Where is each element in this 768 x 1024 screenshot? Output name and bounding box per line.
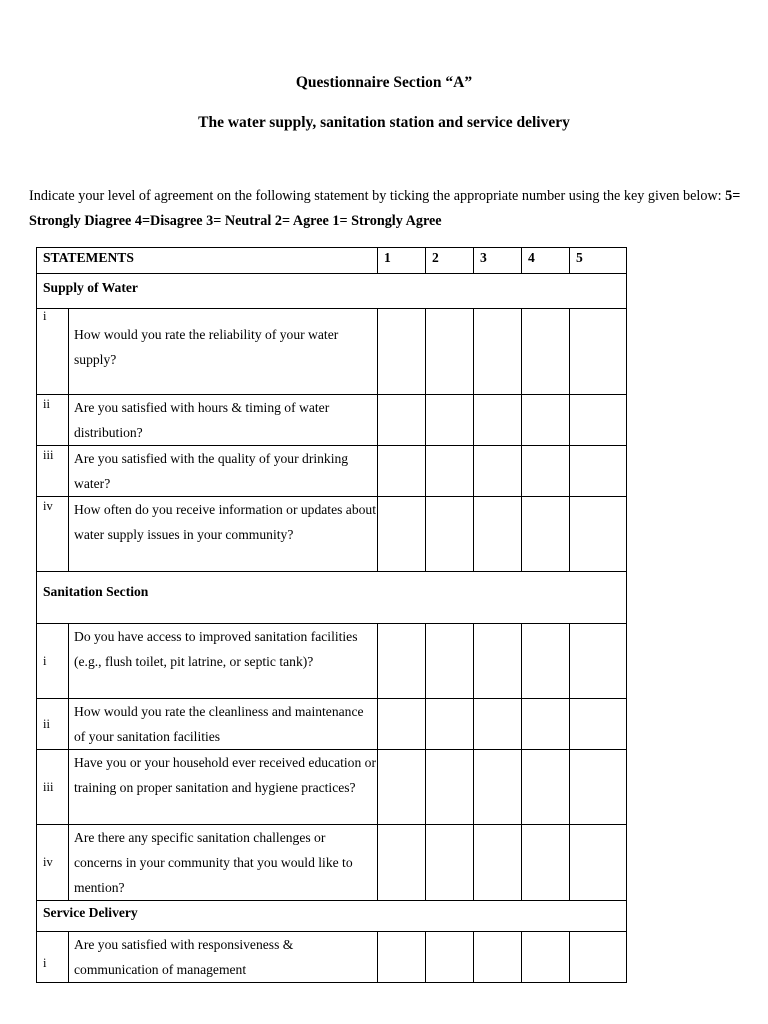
section-header-row	[37, 901, 627, 932]
rating-cell-3[interactable]	[474, 699, 522, 750]
rating-cell-4[interactable]	[522, 624, 570, 699]
rating-cell-3[interactable]	[474, 497, 522, 572]
scale-header-5: 5	[570, 248, 627, 274]
rating-cell-3[interactable]	[474, 750, 522, 825]
rating-cell-5[interactable]	[570, 699, 627, 750]
rating-cell-4[interactable]	[522, 699, 570, 750]
instructions-text: Indicate your level of agreement on the following statement by ticking the appropriate number using the key given below:	[29, 188, 726, 204]
rating-cell-1[interactable]	[378, 446, 426, 497]
rating-cell-2[interactable]	[426, 497, 474, 572]
rating-cell-2[interactable]	[426, 932, 474, 983]
table-row	[37, 932, 627, 983]
row-number: ii	[37, 395, 69, 446]
statement-text: How would you rate the reliability of your water supply?	[69, 309, 378, 395]
table-row	[37, 395, 627, 446]
rating-cell-3[interactable]	[474, 395, 522, 446]
table-row	[37, 309, 627, 395]
page-title: Questionnaire Section “A”	[295, 74, 473, 91]
rating-cell-1[interactable]	[378, 825, 426, 901]
statement-text: How often do you receive information or updates about water supply issues in your community?	[69, 497, 378, 572]
table-row	[37, 699, 627, 750]
table-row	[37, 446, 627, 497]
section-title: Supply of Water	[37, 274, 627, 309]
section-title: Service Delivery	[37, 901, 627, 932]
rating-cell-5[interactable]	[570, 446, 627, 497]
table-row	[37, 497, 627, 572]
rating-cell-1[interactable]	[378, 309, 426, 395]
row-number: ii	[37, 699, 69, 750]
table-header-row	[37, 248, 627, 274]
rating-cell-2[interactable]	[426, 825, 474, 901]
row-number: i	[37, 932, 69, 983]
rating-cell-5[interactable]	[570, 309, 627, 395]
rating-cell-1[interactable]	[378, 750, 426, 825]
row-number: i	[37, 624, 69, 699]
scale-header-2: 2	[426, 248, 474, 274]
rating-cell-2[interactable]	[426, 309, 474, 395]
statement-text: Are you satisfied with responsiveness & communication of management	[69, 932, 378, 983]
rating-cell-2[interactable]	[426, 395, 474, 446]
scale-header-1: 1	[378, 248, 426, 274]
rating-cell-4[interactable]	[522, 750, 570, 825]
rating-cell-2[interactable]	[426, 624, 474, 699]
section-header-row	[37, 572, 627, 624]
rating-cell-1[interactable]	[378, 497, 426, 572]
section-header-row	[37, 274, 627, 309]
row-number: i	[37, 309, 69, 395]
statement-text: Have you or your household ever received education or training on proper sanitation and hygiene practices?	[69, 750, 378, 825]
rating-cell-5[interactable]	[570, 825, 627, 901]
table-row	[37, 750, 627, 825]
rating-key: 5= Strongly Diagree 4=Disagree 3= Neutral 2= Agree 1= Strongly Agree	[29, 188, 741, 229]
rating-cell-5[interactable]	[570, 497, 627, 572]
row-number: iii	[37, 750, 69, 825]
rating-cell-2[interactable]	[426, 750, 474, 825]
statement-text: How would you rate the cleanliness and maintenance of your sanitation facilities	[69, 699, 378, 750]
rating-cell-4[interactable]	[522, 497, 570, 572]
rating-cell-2[interactable]	[426, 699, 474, 750]
rating-cell-4[interactable]	[522, 395, 570, 446]
rating-cell-3[interactable]	[474, 932, 522, 983]
rating-cell-3[interactable]	[474, 446, 522, 497]
scale-header-4: 4	[522, 248, 570, 274]
rating-cell-1[interactable]	[378, 624, 426, 699]
row-number: iv	[37, 825, 69, 901]
rating-cell-5[interactable]	[570, 395, 627, 446]
rating-cell-5[interactable]	[570, 750, 627, 825]
table-row	[37, 624, 627, 699]
row-number: iv	[37, 497, 69, 572]
page-subtitle: The water supply, sanitation station and service delivery	[198, 114, 570, 131]
rating-cell-3[interactable]	[474, 309, 522, 395]
rating-cell-3[interactable]	[474, 825, 522, 901]
rating-cell-4[interactable]	[522, 446, 570, 497]
scale-header-3: 3	[474, 248, 522, 274]
rating-cell-1[interactable]	[378, 932, 426, 983]
statement-text: Do you have access to improved sanitation facilities (e.g., flush toilet, pit latrine, or septic tank)?	[69, 624, 378, 699]
questionnaire-table	[36, 247, 627, 983]
instructions	[29, 184, 754, 234]
rating-cell-1[interactable]	[378, 699, 426, 750]
statement-text: Are you satisfied with the quality of your drinking water?	[69, 446, 378, 497]
rating-cell-4[interactable]	[522, 309, 570, 395]
table-row	[37, 825, 627, 901]
rating-cell-5[interactable]	[570, 624, 627, 699]
row-number: iii	[37, 446, 69, 497]
statement-text: Are there any specific sanitation challenges or concerns in your community that you would like to mention?	[69, 825, 378, 901]
rating-cell-2[interactable]	[426, 446, 474, 497]
rating-cell-5[interactable]	[570, 932, 627, 983]
rating-cell-4[interactable]	[522, 825, 570, 901]
rating-cell-3[interactable]	[474, 624, 522, 699]
section-title: Sanitation Section	[37, 572, 627, 624]
statement-text: Are you satisfied with hours & timing of water distribution?	[69, 395, 378, 446]
rating-cell-1[interactable]	[378, 395, 426, 446]
rating-cell-4[interactable]	[522, 932, 570, 983]
statements-header: STATEMENTS	[37, 248, 378, 274]
